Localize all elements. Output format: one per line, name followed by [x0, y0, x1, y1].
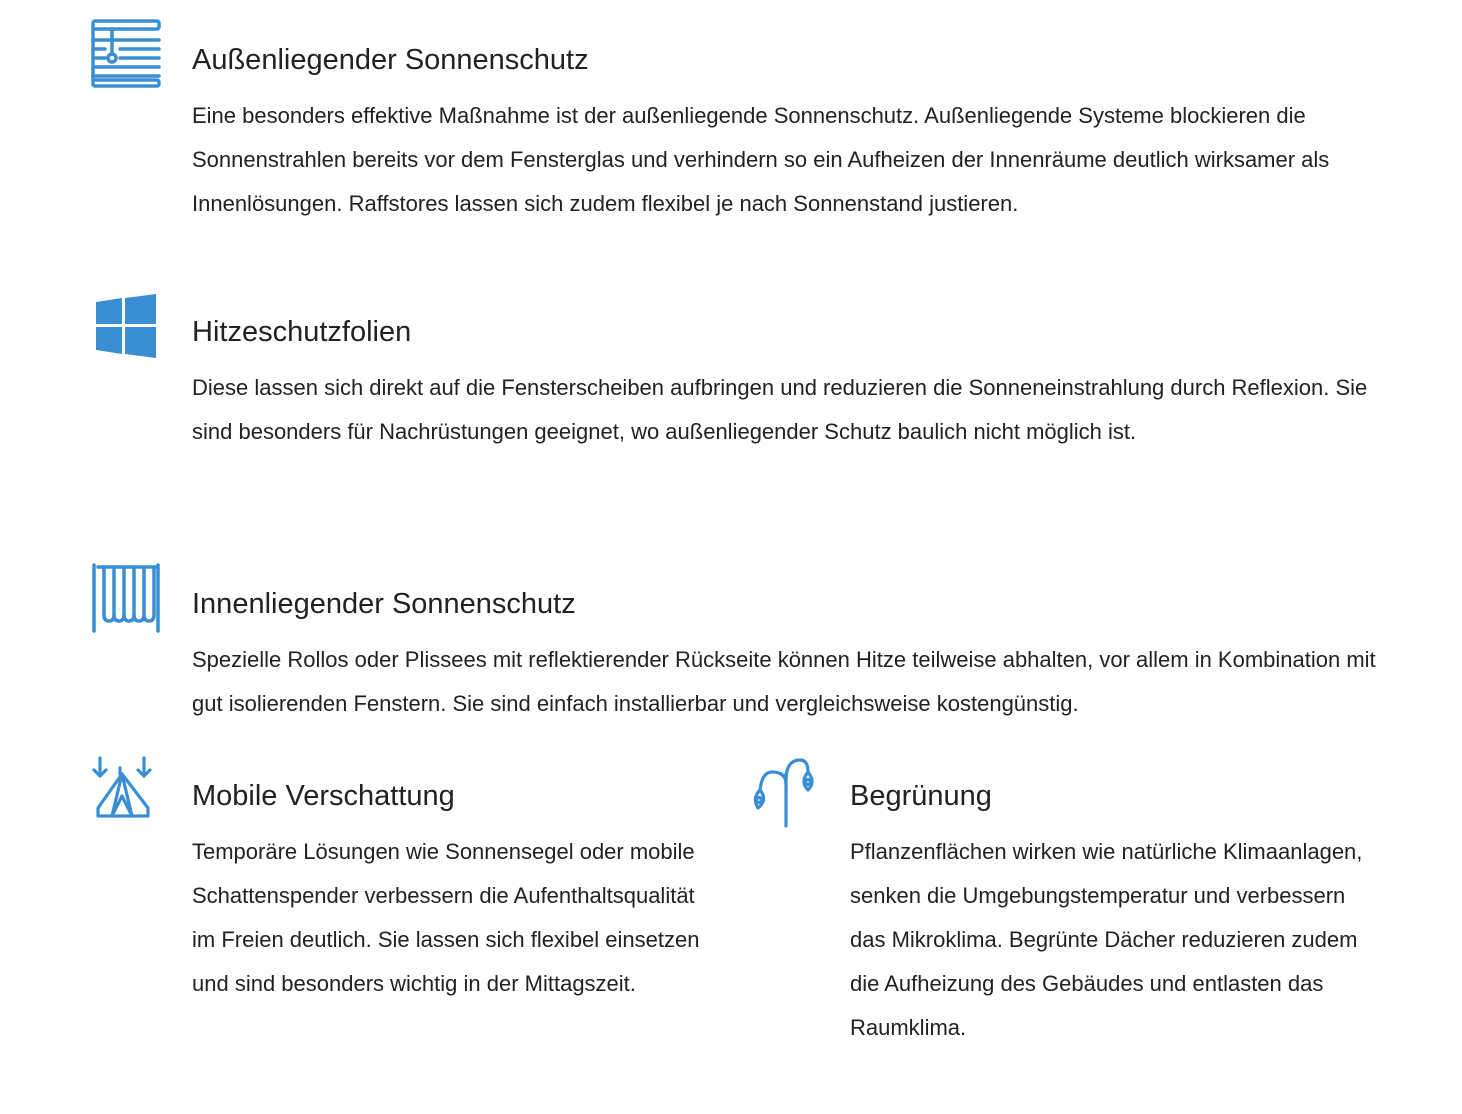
feature-title: Begrünung — [850, 780, 992, 812]
feature-text: Eine besonders effektive Maßnahme ist der außenliegende Sonnenschutz. Außenliegende Systeme blockieren die Sonnenstrahlen bereits vor dem Fensterglas und verhindern so ein Aufheizen der Innenräume deutlich wirksamer als Innenlösungen. Raffstores lassen sich zudem flexibel je nach Sonnenstand justieren. — [192, 103, 1330, 216]
feature-text: Diese lassen sich direkt auf die Fensterscheiben aufbringen und reduzieren die Sonneneinstrahlung durch Reflexion. Sie sind besonders für Nachrüstungen geeignet, wo außenliegender Schutz baulich nicht möglich ist. — [192, 375, 1368, 444]
feature-title: Mobile Verschattung — [192, 780, 455, 812]
window-film-icon — [94, 294, 158, 358]
feature-text: Pflanzenflächen wirken wie natürliche Klimaanlagen, senken die Umgebungstemperatur und verbessern das Mikroklima. Begrünte Dächer reduzieren zudem die Aufheizung des Gebäudes und entlasten das Raumklima. — [850, 839, 1363, 1040]
feature-greening — [730, 750, 1462, 1114]
exterior-blinds-icon — [90, 18, 162, 90]
feature-text: Spezielle Rollos oder Plissees mit reflektierender Rückseite können Hitze teilweise abhalten, vor allem in Kombination mit gut isolierenden Fenstern. Sie sind einfach installierbar und vergleichsweise kostengünstig. — [192, 647, 1376, 716]
feature-exterior-sunshade — [0, 0, 1462, 240]
feature-title: Außenliegender Sonnenschutz — [192, 44, 589, 76]
interior-curtain-icon — [90, 563, 162, 635]
feature-mobile-shading — [0, 750, 730, 1070]
plant-sprout-icon — [748, 754, 824, 828]
feature-text: Temporäre Lösungen wie Sonnensegel oder mobile Schattenspender verbessern die Aufenthaltsqualität im Freien deutlich. Sie lassen sich flexibel einsetzen und sind besonders wichtig in der Mittagszeit. — [192, 839, 700, 996]
feature-heat-film — [0, 280, 1462, 520]
feature-interior-sunshade — [0, 555, 1462, 735]
feature-title: Innenliegender Sonnenschutz — [192, 588, 576, 620]
feature-title: Hitzeschutzfolien — [192, 316, 412, 348]
tent-shade-icon — [90, 756, 156, 822]
